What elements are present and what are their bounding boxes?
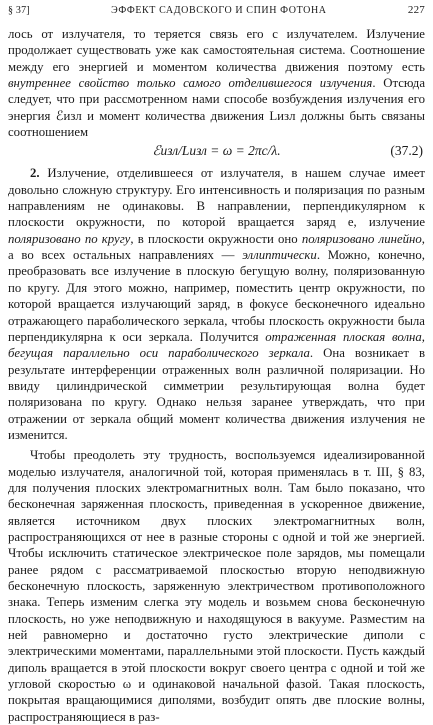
paragraph-text: , а во всех остальных направлениях — [8,231,425,263]
running-title: ЭФФЕКТ САДОВСКОГО И СПИН ФОТОНА [111,5,327,16]
equation-37-2 [8,141,425,161]
paragraph-text: Излучение, отделившееся от излучателя, в нашем случае имеет довольно сложную структуру. Его интенсивность и поляризация по разным направлениям не одинаковы. В направлении, перпендикулярном к плоскости окружности, по которой вращается заряд e, излучение [8,166,425,230]
paragraph-text: . Можно, конечно, преобразовать все излучение в плоскую бегущую волну, поляризованную по кругу. Для этого можно, например, поместить центр окружности, по которой вращается излучающий заряд, в фокусе бесконечного идеально отражающего параболического зеркала, чтобы плоскость окружности была перпендикулярна к оси зеркала. Получится [8,248,425,344]
paragraph-continuation [8,26,425,140]
paragraph-text: . Она возникает в результате интерференции отраженных волн различной поляризации. Но ввиду цилиндрической симметрии результирующая волна будет поляризована по кругу. Однако нельзя заранее утверждать, что при отражении от зеркала общий момент количества движения излучения не изменится. [8,346,425,442]
equation-number: (37.2) [390,143,423,159]
emphasis-text: эллиптически [242,248,317,263]
emphasis-text: внутреннее свойство только самого отделившегося излучения [8,76,373,91]
section-marker: § 37] [8,5,30,16]
equation-formula: ℰизл/Lизл = ω = 2πc/λ. [152,143,281,159]
running-header [8,3,425,18]
paragraph-text: . Отсюда следует, что при рассмотренном нами способе возбуждения излучения его энергия ℰизл и момент количества движения Lизл должны быть связаны соотношением [8,76,425,140]
paragraph-2 [8,165,425,443]
item-number: 2. [30,166,40,181]
emphasis-text: отраженная плоская волна, бегущая параллельно оси параболического зеркала [8,329,425,361]
paragraph-text: лось от излучателя, то теряется связь его с излучателем. Излучение продолжает существовать уже как самостоятельная система. Соотношение между его энергией и моментом количества движения поэтому есть [8,27,425,74]
emphasis-text: поляризовано линейно [301,231,422,246]
page-number: 227 [407,4,425,16]
paragraph-text: , в плоскости окружности оно [130,231,302,246]
paragraph-3: Чтобы преодолеть эту трудность, воспользуемся идеализированной моделью излучателя, аналогичной той, которая применялась в т. III, § 83, для получения плоских электромагнитных волн. Там было показано, что бесконечная заряженная плоскость, приведенная в ускоренное движение, является источником двух плоских электромагнитных волн, распространяющихся от нее в разные стороны с одной и той же энергией. Чтобы исключить статическое электрическое поле зарядов, мы помещали ранее рядом с рассматриваемой плоскостью вторую неподвижную бесконечную плоскость, заряженную электричеством противоположного знака. Теперь изменим слегка эту модель и возьмем снова бесконечную плоскость, но уже неподвижную и находящуюся в вакууме. Разместим на ней равномерно и достаточно густо электрические диполи с электрическими моментами, параллельными этой плоскости. Пусть каждый диполь вращается в этой плоскости вокруг своего центра с одной и той же угловой скоростью ω и одинаковой начальной фазой. Такая плоскость, покрытая вращающимися диполями, возбудит опять две плоские волны, распространяющиеся в раз- [8,448,425,724]
emphasis-text: поляризовано по кругу [8,231,131,246]
